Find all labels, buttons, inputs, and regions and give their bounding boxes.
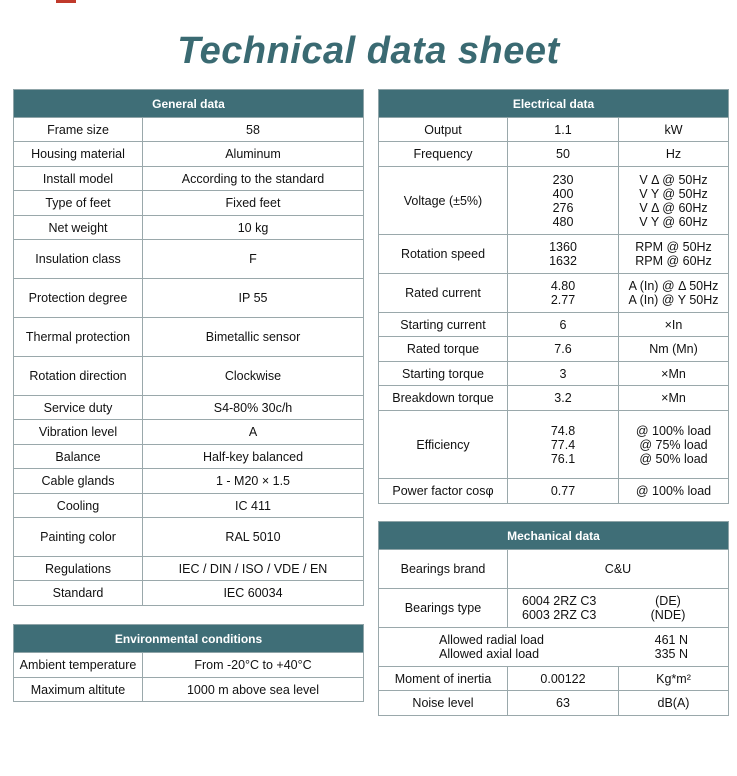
row-label: Output [379, 118, 508, 142]
row-value: 3.2 [508, 386, 619, 411]
row-unit: Nm (Mn) [619, 337, 729, 362]
unit-line: RPM @ 60Hz [635, 254, 712, 268]
row-value [508, 235, 619, 274]
row-unit [619, 411, 729, 479]
table-row [14, 357, 364, 396]
row-label: Protection degree [14, 279, 143, 318]
row-label: Standard [14, 581, 143, 606]
row-label: Service duty [14, 396, 143, 420]
row-label: Frequency [379, 142, 508, 167]
row-value: RAL 5010 [143, 518, 364, 557]
electrical-data-table [378, 89, 729, 504]
row-value: 7.6 [508, 337, 619, 362]
row-label: Frame size [14, 118, 143, 142]
load-value: 461 N [654, 633, 688, 647]
row-label: Noise level [379, 691, 508, 716]
row-label: Efficiency [379, 411, 508, 479]
table-row [379, 337, 729, 362]
load-row [379, 628, 729, 667]
general-data-table [13, 89, 364, 606]
row-unit: dB(A) [619, 691, 729, 716]
table-row [14, 396, 364, 420]
row-value: Fixed feet [143, 191, 364, 216]
row-value: 0.77 [508, 479, 619, 504]
environmental-table [13, 624, 364, 702]
table-row [14, 420, 364, 445]
general-data-panel [13, 89, 364, 606]
table-row [14, 678, 364, 702]
row-unit: Hz [619, 142, 729, 167]
value-line: 276 [552, 200, 574, 215]
electrical-data-heading: Electrical data [379, 90, 729, 118]
row-label: Rotation speed [379, 235, 508, 274]
value-line: 6003 2RZ C3 [522, 608, 597, 622]
load-label: Allowed axial load [439, 647, 540, 661]
unit-line: V Y @ 60Hz [639, 214, 708, 229]
row-value [508, 589, 729, 628]
row-value: According to the standard [143, 167, 364, 191]
row-label: Bearings type [379, 589, 508, 628]
row-label: Starting torque [379, 362, 508, 386]
row-value [508, 167, 619, 235]
table-row [379, 167, 729, 235]
unit-line: RPM @ 50Hz [635, 240, 712, 254]
row-label: Net weight [14, 216, 143, 240]
unit-line: A (In) @ Δ 50Hz [628, 279, 719, 293]
row-unit: ×Mn [619, 386, 729, 411]
load-value: 335 N [654, 647, 688, 661]
value-line: 6004 2RZ C3 [522, 594, 597, 608]
electrical-data-panel [378, 89, 729, 504]
row-unit: Kg*m² [619, 667, 729, 691]
table-row [14, 469, 364, 494]
row-unit: kW [619, 118, 729, 142]
value-line: 400 [552, 186, 574, 201]
row-label: Moment of inertia [379, 667, 508, 691]
load-label: Allowed radial load [439, 633, 544, 647]
mechanical-data-panel [378, 521, 729, 716]
table-row [14, 240, 364, 279]
row-label: Cable glands [14, 469, 143, 494]
row-label: Power factor cosφ [379, 479, 508, 504]
row-unit [619, 235, 729, 274]
row-value: 3 [508, 362, 619, 386]
table-row [14, 445, 364, 469]
unit-line: (NDE) [650, 608, 686, 622]
value-line: 230 [552, 172, 574, 187]
row-value: IC 411 [143, 494, 364, 518]
row-value: 6 [508, 313, 619, 337]
row-value: Clockwise [143, 357, 364, 396]
value-line: 480 [552, 214, 574, 229]
mechanical-data-table [378, 521, 729, 716]
row-unit [619, 274, 729, 313]
row-unit: ×In [619, 313, 729, 337]
table-row [14, 279, 364, 318]
value-line: 76.1 [550, 451, 576, 466]
row-label: Vibration level [14, 420, 143, 445]
table-row [379, 667, 729, 691]
row-value: From -20°C to +40°C [143, 653, 364, 678]
table-row [379, 362, 729, 386]
general-data-heading: General data [14, 90, 364, 118]
unit-line: (DE) [655, 594, 681, 608]
row-label: Bearings brand [379, 550, 508, 589]
row-unit: ×Mn [619, 362, 729, 386]
table-row [379, 479, 729, 504]
row-value [508, 411, 619, 479]
table-row [379, 274, 729, 313]
row-label: Balance [14, 445, 143, 469]
row-label: Install model [14, 167, 143, 191]
page-title: Technical data sheet [177, 30, 560, 72]
table-row [379, 386, 729, 411]
table-row [14, 557, 364, 581]
row-value: 1 - M20 × 1.5 [143, 469, 364, 494]
table-row [14, 494, 364, 518]
row-label: Regulations [14, 557, 143, 581]
row-label: Starting current [379, 313, 508, 337]
row-value: 58 [143, 118, 364, 142]
row-value: Bimetallic sensor [143, 318, 364, 357]
table-row [14, 518, 364, 557]
unit-line: @ 50% load [639, 451, 708, 466]
row-label: Thermal protection [14, 318, 143, 357]
row-value: Aluminum [143, 142, 364, 167]
table-row [379, 118, 729, 142]
table-row [14, 216, 364, 240]
value-line: 4.80 [550, 279, 576, 293]
row-label: Rotation direction [14, 357, 143, 396]
environmental-heading: Environmental conditions [14, 625, 364, 653]
row-value: S4-80% 30c/h [143, 396, 364, 420]
table-row [379, 313, 729, 337]
table-row [14, 581, 364, 606]
row-unit [619, 167, 729, 235]
row-label: Type of feet [14, 191, 143, 216]
value-line: 1632 [549, 254, 577, 268]
value-line: 2.77 [550, 293, 576, 307]
row-value: 1.1 [508, 118, 619, 142]
table-row [14, 118, 364, 142]
table-row [379, 411, 729, 479]
row-label: Maximum altitute [14, 678, 143, 702]
row-value: F [143, 240, 364, 279]
row-value: A [143, 420, 364, 445]
environmental-panel [13, 624, 364, 702]
table-row [14, 142, 364, 167]
table-row [14, 167, 364, 191]
row-label: Ambient temperature [14, 653, 143, 678]
table-row [379, 235, 729, 274]
table-row [379, 589, 729, 628]
table-row [379, 142, 729, 167]
row-value: 10 kg [143, 216, 364, 240]
row-value: 50 [508, 142, 619, 167]
row-label: Cooling [14, 494, 143, 518]
unit-line: @ 100% load [635, 423, 712, 438]
value-line: 74.8 [550, 423, 576, 438]
row-label: Voltage (±5%) [379, 167, 508, 235]
table-row [379, 691, 729, 716]
row-unit: @ 100% load [619, 479, 729, 504]
row-value: 63 [508, 691, 619, 716]
unit-line: V Δ @ 50Hz [639, 172, 708, 187]
row-value: 0.00122 [508, 667, 619, 691]
row-label: Painting color [14, 518, 143, 557]
row-value: IP 55 [143, 279, 364, 318]
row-value [508, 274, 619, 313]
table-row [379, 550, 729, 589]
value-line: 77.4 [550, 437, 576, 452]
unit-line: A (In) @ Y 50Hz [628, 293, 719, 307]
unit-line: @ 75% load [639, 437, 708, 452]
row-label: Insulation class [14, 240, 143, 279]
unit-line: V Y @ 50Hz [639, 186, 708, 201]
table-row [379, 628, 729, 667]
corner-mark [56, 0, 76, 3]
unit-line: V Δ @ 60Hz [639, 200, 708, 215]
value-line: 1360 [549, 240, 577, 254]
table-row [14, 653, 364, 678]
row-value: IEC 60034 [143, 581, 364, 606]
row-value: IEC / DIN / ISO / VDE / EN [143, 557, 364, 581]
mechanical-data-heading: Mechanical data [379, 522, 729, 550]
table-row [14, 318, 364, 357]
row-value: 1000 m above sea level [143, 678, 364, 702]
row-value: C&U [508, 550, 729, 589]
row-label: Breakdown torque [379, 386, 508, 411]
row-value: Half-key balanced [143, 445, 364, 469]
row-label: Rated current [379, 274, 508, 313]
table-row [14, 191, 364, 216]
row-label: Housing material [14, 142, 143, 167]
row-label: Rated torque [379, 337, 508, 362]
